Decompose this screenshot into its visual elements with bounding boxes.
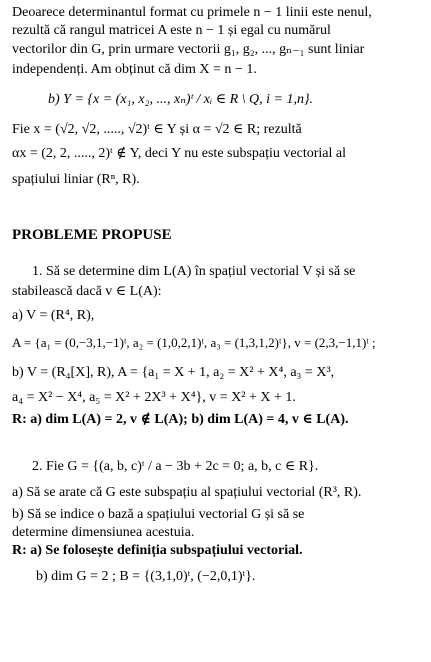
intro-line-7: αx = (2, 2, ....., 2)ᵗ ∉ Y, deci Y nu este subspațiu vectorial al [12, 146, 347, 161]
intro-line-1: Deoarece determinantul format cu primele n − 1 linii este nenul, [12, 5, 372, 20]
problem1-line-5: b) V = (R₄[X], R), A = {a₁ = X + 1, a₂ = X² + X⁴, a₃ = X³, [12, 365, 335, 380]
problem1-line-1: 1. Să se determine dim L(A) în spațiul vectorial V și să se [32, 264, 356, 279]
intro-line-6: Fie x = (√2, √2, ....., √2)ᵗ ∈ Y și α = √2 ∈ R; rezultă [12, 122, 302, 137]
problem2-answer-b: b) dim G = 2 ; B = {(3,1,0)ᵗ, (−2,0,1)ᵗ}. [36, 569, 256, 584]
problem1-line-3: a) V = (R⁴, R), [12, 308, 95, 323]
problem2-line-1: 2. Fie G = {(a, b, c)ᵗ / a − 3b + 2c = 0; a, b, c ∈ R}. [32, 459, 319, 474]
section-title: PROBLEME PROPUSE [12, 227, 172, 243]
intro-line-4: independenți. Am obținut că dim X = n − 1. [12, 62, 257, 77]
intro-line-3: vectorilor din G, prin urmare vectorii g₁, g₂, ..., gₙ₋₁ sunt liniar [12, 42, 365, 57]
problem1-line-6: a₄ = X² − X⁴, a₅ = X² + 2X³ + X⁴}, v = X² + X + 1. [12, 390, 296, 405]
problem2-line-3: b) Să se indice o bază a spațiului vectorial G și să se [12, 507, 305, 522]
problem1-answer: R: a) dim L(A) = 2, v ∉ L(A); b) dim L(A) = 4, v ∈ L(A). [12, 412, 349, 427]
intro-line-2: rezultă că rangul matricei A este n − 1 și egal cu numărul [12, 23, 331, 38]
problem2-line-2: a) Să se arate că G este subspațiu al spațiului vectorial (R³, R). [12, 485, 362, 500]
problem1-line-2: stabilească dacă v ∈ L(A): [12, 284, 162, 299]
problem2-answer-a: R: a) Se folosește definiția subspațiului vectorial. [12, 543, 303, 558]
intro-line-5: b) Y = {x = (x₁, x₂, ..., xₙ)ᵗ / xᵢ ∈ R \ Q, i = 1,n}. [48, 92, 314, 107]
intro-line-8: spațiului liniar (Rⁿ, R). [12, 172, 140, 187]
problem1-line-4: A = {a₁ = (0,−3,1,−1)ᵗ, a₂ = (1,0,2,1)ᵗ, a₃ = (1,3,1,2)ᵗ}, v = (2,3,−1,1)ᵗ ; [12, 335, 376, 350]
problem2-line-4: determine dimensiunea acestuia. [12, 525, 195, 540]
